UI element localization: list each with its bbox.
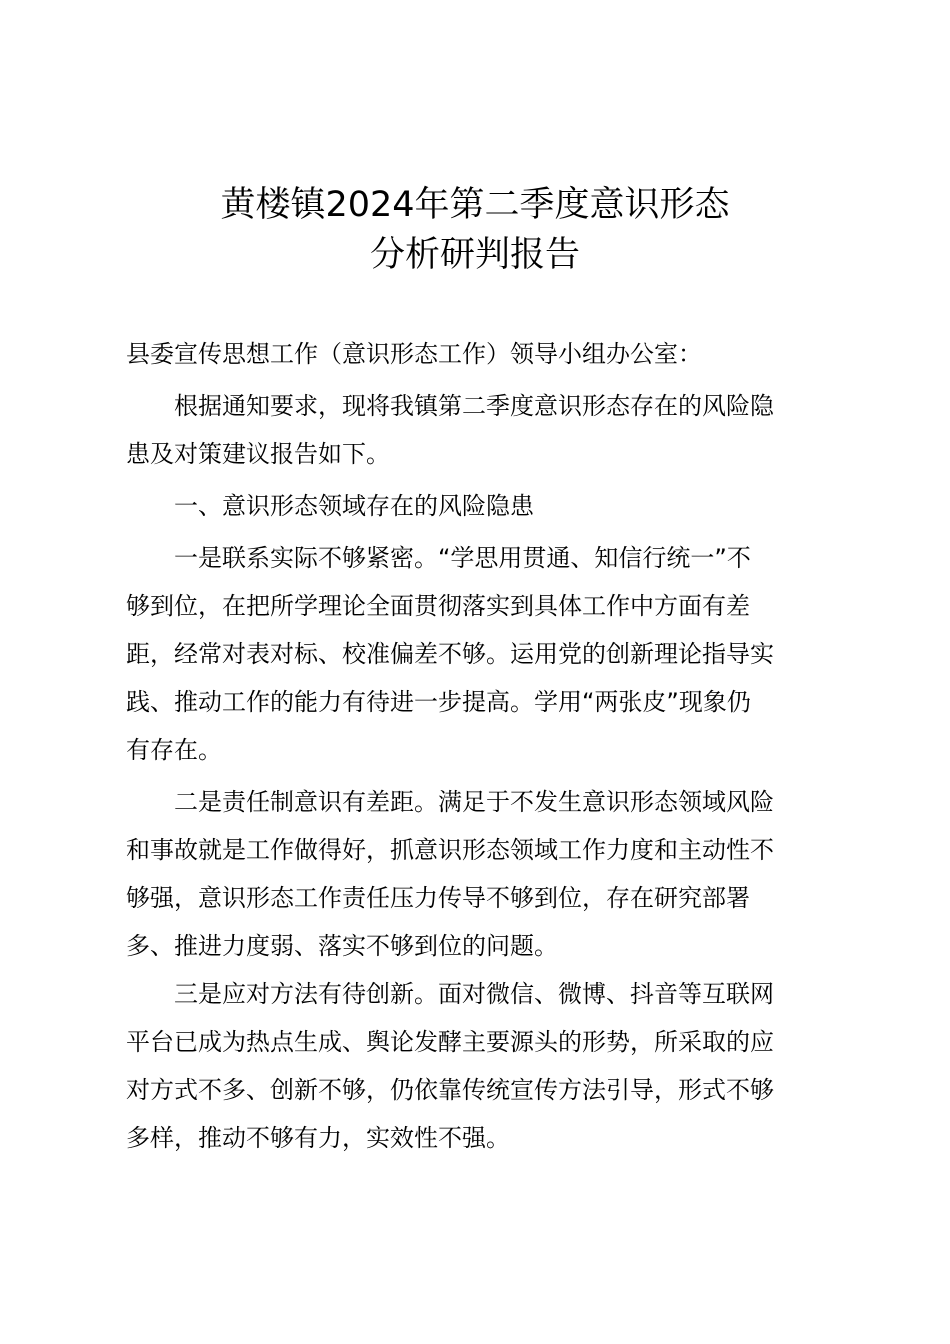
paragraph-line: 距，经常对表对标、校准偏差不够。运用党的创新理论指导实 bbox=[126, 640, 774, 668]
document-title bbox=[0, 180, 950, 280]
salutation: 县委宣传思想工作（意识形态工作）领导小组办公室： bbox=[126, 340, 702, 368]
paragraph-2 bbox=[126, 778, 834, 970]
intro-paragraph bbox=[126, 382, 834, 478]
title-line-1: 黄楼镇2024年第二季度意识形态 bbox=[220, 185, 730, 225]
paragraph-1 bbox=[126, 534, 834, 774]
paragraph-line: 够强，意识形态工作责任压力传导不够到位，存在研究部署 bbox=[126, 884, 750, 912]
paragraph-line: 三是应对方法有待创新。面对微信、微博、抖音等互联网 bbox=[174, 980, 774, 1008]
paragraph-line: 一是联系实际不够紧密。“学思用贯通、知信行统一”不 bbox=[174, 544, 751, 572]
document-body bbox=[126, 330, 834, 1162]
paragraph-line: 对方式不多、创新不够，仍依靠传统宣传方法引导，形式不够 bbox=[126, 1076, 774, 1104]
paragraph-line: 有存在。 bbox=[126, 736, 222, 764]
paragraph-line: 多、推进力度弱、落实不够到位的问题。 bbox=[126, 932, 558, 960]
paragraph-line: 和事故就是工作做得好，抓意识形态领域工作力度和主动性不 bbox=[126, 836, 774, 864]
title-line-2: 分析研判报告 bbox=[369, 235, 580, 275]
paragraph-3 bbox=[126, 970, 834, 1162]
section-heading: 一、意识形态领域存在的风险隐患 bbox=[174, 492, 534, 520]
intro-line: 根据通知要求，现将我镇第二季度意识形态存在的风险隐 bbox=[174, 392, 774, 420]
paragraph-line: 够到位，在把所学理论全面贯彻落实到具体工作中方面有差 bbox=[126, 592, 750, 620]
paragraph-line: 二是责任制意识有差距。满足于不发生意识形态领域风险 bbox=[174, 788, 774, 816]
paragraph-line: 平台已成为热点生成、舆论发酵主要源头的形势，所采取的应 bbox=[126, 1028, 774, 1056]
paragraph-line: 践、推动工作的能力有待进一步提高。学用“两张皮”现象仍 bbox=[126, 688, 751, 716]
paragraph-line: 多样，推动不够有力，实效性不强。 bbox=[126, 1124, 510, 1152]
intro-line: 患及对策建议报告如下。 bbox=[126, 440, 390, 468]
